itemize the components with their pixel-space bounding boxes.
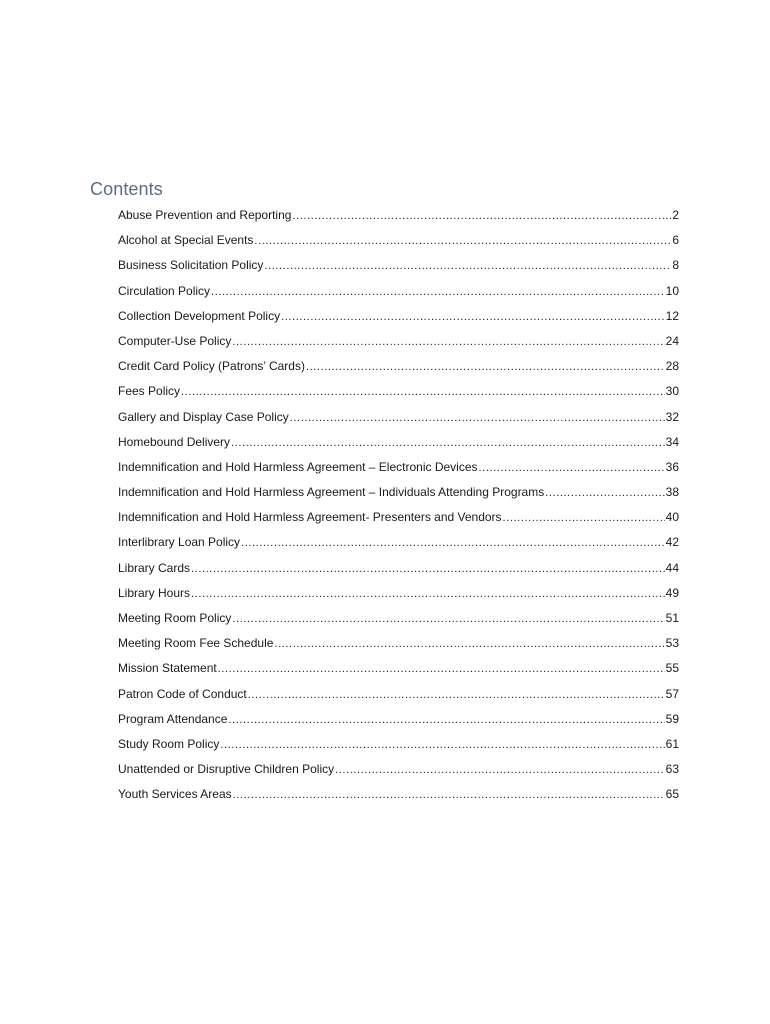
toc-dot-leader (306, 355, 665, 379)
toc-entry[interactable] (118, 279, 679, 304)
toc-entry-title[interactable]: Gallery and Display Case Policy (118, 409, 289, 424)
toc-entry[interactable] (118, 682, 679, 707)
table-of-contents (118, 203, 679, 808)
toc-entry[interactable] (118, 707, 679, 732)
toc-dot-leader (281, 305, 665, 329)
toc-dot-leader (290, 406, 665, 430)
toc-dot-leader (232, 607, 664, 631)
toc-entry-page-number[interactable]: 38 (665, 485, 679, 500)
toc-entry-page-number[interactable]: 2 (672, 208, 679, 222)
toc-dot-leader (248, 683, 665, 707)
toc-entry-title[interactable]: Library Cards (118, 560, 191, 575)
toc-entry-page-number[interactable]: 32 (665, 409, 679, 424)
toc-entry-page-number[interactable]: 49 (665, 585, 679, 600)
toc-entry-title[interactable]: Credit Card Policy (Patrons’ Cards) (118, 359, 305, 374)
toc-entry-title[interactable]: Mission Statement (118, 661, 217, 676)
toc-entry-page-number[interactable]: 24 (665, 333, 679, 348)
toc-entry[interactable] (118, 203, 679, 228)
toc-entry-title[interactable]: Meeting Room Fee Schedule (118, 636, 274, 651)
toc-entry[interactable] (118, 631, 679, 656)
toc-entry-title[interactable]: Collection Development Policy (118, 308, 281, 323)
toc-entry-title[interactable]: Library Hours (118, 585, 191, 600)
toc-entry[interactable] (118, 379, 679, 404)
toc-dot-leader (503, 506, 665, 530)
toc-dot-leader (479, 456, 665, 480)
toc-entry-title[interactable]: Interlibrary Loan Policy (118, 535, 241, 550)
toc-dot-leader (233, 783, 665, 807)
toc-entry-page-number[interactable]: 65 (665, 787, 679, 802)
toc-entry[interactable] (118, 530, 679, 555)
toc-entry-title[interactable]: Computer-Use Policy (118, 333, 232, 348)
toc-entry-page-number[interactable]: 28 (665, 359, 679, 374)
toc-entry[interactable] (118, 556, 679, 581)
toc-entry-page-number[interactable]: 51 (665, 611, 679, 625)
toc-entry-title[interactable]: Patron Code of Conduct (118, 686, 247, 701)
toc-entry-page-number[interactable]: 44 (665, 560, 679, 575)
toc-entry-page-number[interactable]: 8 (672, 258, 679, 273)
toc-dot-leader (232, 330, 664, 354)
toc-entry[interactable] (118, 606, 679, 631)
toc-entry-title[interactable]: Homebound Delivery (118, 434, 231, 449)
toc-entry-page-number[interactable]: 59 (665, 711, 679, 726)
toc-entry-title[interactable]: Alcohol at Special Events (118, 233, 254, 248)
toc-entry-page-number[interactable]: 34 (665, 434, 679, 449)
toc-entry-title[interactable]: Indemnification and Hold Harmless Agreement – Electronic Devices (118, 459, 478, 474)
toc-entry[interactable] (118, 757, 679, 782)
toc-entry[interactable] (118, 732, 679, 757)
toc-entry-page-number[interactable]: 55 (665, 661, 679, 676)
toc-entry-page-number[interactable]: 61 (665, 736, 679, 751)
toc-entry[interactable] (118, 581, 679, 606)
toc-entry-page-number[interactable]: 30 (665, 384, 679, 399)
toc-entry[interactable] (118, 505, 679, 530)
toc-entry-title[interactable]: Program Attendance (118, 711, 228, 726)
toc-dot-leader (264, 254, 671, 278)
toc-entry[interactable] (118, 329, 679, 354)
toc-dot-leader (545, 481, 664, 505)
toc-dot-leader (211, 280, 665, 304)
toc-entry-title[interactable]: Business Solicitation Policy (118, 258, 264, 273)
toc-entry-page-number[interactable]: 10 (665, 283, 679, 298)
toc-entry-page-number[interactable]: 57 (665, 686, 679, 701)
toc-entry-page-number[interactable]: 12 (665, 308, 679, 323)
toc-entry-page-number[interactable]: 53 (665, 636, 679, 651)
toc-entry-page-number[interactable]: 42 (665, 535, 679, 550)
toc-heading: Contents (90, 179, 163, 199)
toc-entry-title[interactable]: Meeting Room Policy (118, 611, 232, 625)
toc-entry[interactable] (118, 782, 679, 807)
toc-entry-title[interactable]: Fees Policy (118, 384, 181, 399)
toc-entry-title[interactable]: Unattended or Disruptive Children Policy (118, 762, 335, 777)
toc-dot-leader (228, 708, 664, 732)
toc-dot-leader (335, 758, 665, 782)
toc-entry-title[interactable]: Abuse Prevention and Reporting (118, 208, 292, 222)
toc-entry-page-number[interactable]: 40 (665, 510, 679, 525)
toc-entry[interactable] (118, 480, 679, 505)
toc-entry-page-number[interactable]: 36 (665, 459, 679, 474)
toc-entry[interactable] (118, 455, 679, 480)
toc-dot-leader (191, 557, 665, 581)
toc-dot-leader (292, 204, 671, 228)
toc-entry-title[interactable]: Indemnification and Hold Harmless Agreement – Individuals Attending Programs (118, 485, 545, 500)
toc-entry[interactable] (118, 253, 679, 278)
toc-dot-leader (181, 380, 665, 404)
toc-entry-title[interactable]: Study Room Policy (118, 736, 220, 751)
toc-entry-title[interactable]: Circulation Policy (118, 283, 211, 298)
toc-entry[interactable] (118, 354, 679, 379)
toc-dot-leader (241, 531, 665, 555)
toc-entry-title[interactable]: Indemnification and Hold Harmless Agreement- Presenters and Vendors (118, 510, 502, 525)
toc-entry[interactable] (118, 656, 679, 681)
toc-entry[interactable] (118, 405, 679, 430)
toc-dot-leader (274, 632, 664, 656)
toc-entry[interactable] (118, 304, 679, 329)
toc-dot-leader (231, 431, 665, 455)
toc-dot-leader (254, 229, 671, 253)
toc-entry[interactable] (118, 430, 679, 455)
toc-entry-page-number[interactable]: 6 (672, 233, 679, 248)
toc-dot-leader (218, 657, 665, 681)
toc-entry-page-number[interactable]: 63 (665, 762, 679, 777)
toc-dot-leader (220, 733, 664, 757)
toc-entry-title[interactable]: Youth Services Areas (118, 787, 232, 802)
toc-dot-leader (191, 582, 665, 606)
toc-entry[interactable] (118, 228, 679, 253)
